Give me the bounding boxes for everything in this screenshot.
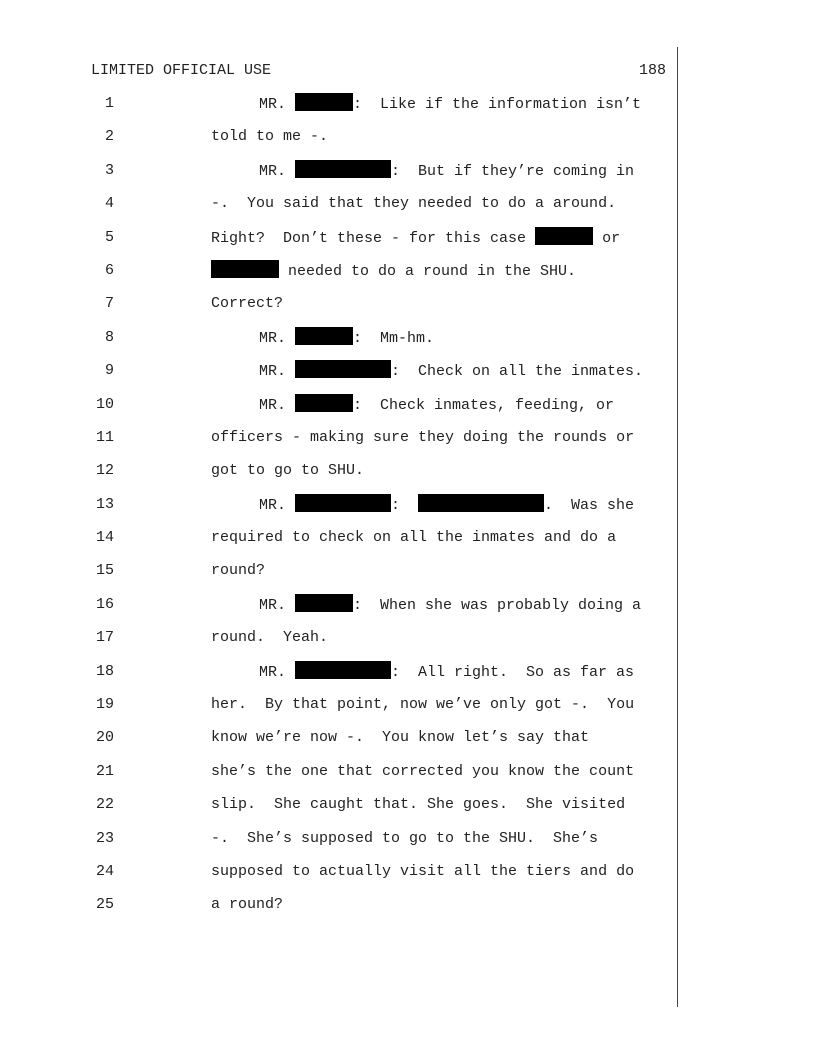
redaction-box [295,93,353,111]
line-text: MR. : Check inmates, feeding, or [259,394,614,417]
line-text: MR. : Mm-hm. [259,327,434,350]
transcript-line [0,260,816,293]
line-number: 11 [95,428,114,446]
line-number: 3 [104,161,114,179]
line-text: MR. : When she was probably doing a [259,594,641,617]
line-text: Right? Don’t these - for this case or [211,227,620,250]
line-text: -. She’s supposed to go to the SHU. She’s [211,829,599,847]
line-text: supposed to actually visit all the tiers and do [211,862,635,880]
line-text: slip. She caught that. She goes. She visited [211,796,626,814]
line-text: -. You said that they needed to do a around. [211,195,617,213]
line-text: MR. : Like if the information isn’t [259,93,641,116]
page-number: 188 [638,62,666,79]
redaction-box [295,160,391,178]
classification-header: LIMITED OFFICIAL USE [91,62,272,79]
transcript-line [0,360,816,393]
line-text: MR. : But if they’re coming in [259,160,634,183]
transcript-line [0,627,816,660]
transcript-line [0,460,816,493]
transcript-line [0,394,816,427]
line-number: 15 [95,562,114,580]
transcript-line [0,861,816,894]
line-number: 12 [95,462,114,480]
transcript-line [0,227,816,260]
line-text: she’s the one that corrected you know the count [211,762,635,780]
redaction-box [295,594,353,612]
redaction-box [295,494,391,512]
redaction-box [211,260,279,278]
line-number: 5 [104,228,114,246]
line-number: 22 [95,796,114,814]
line-text: MR. : Check on all the inmates. [259,360,643,383]
transcript-line [0,560,816,593]
line-number: 7 [104,295,114,313]
transcript-line [0,126,816,159]
line-number: 6 [104,261,114,279]
line-number: 23 [95,829,114,847]
transcript-line [0,527,816,560]
redaction-box [295,327,353,345]
line-text: required to check on all the inmates and do a [211,529,617,547]
line-text: MR. : All right. So as far as [259,661,634,684]
redaction-box [535,227,593,245]
line-text: round? [211,562,266,580]
transcript-line [0,828,816,861]
transcript-line [0,193,816,226]
redaction-box [295,661,391,679]
transcript-line [0,661,816,694]
line-text: her. By that point, now we’ve only got -. You [211,696,635,714]
line-number: 1 [104,95,114,112]
line-number: 14 [95,529,114,547]
transcript-line [0,794,816,827]
line-number: 21 [95,762,114,780]
line-number: 25 [95,896,114,914]
line-text: told to me -. [211,128,329,146]
transcript-line [0,93,816,126]
transcript-line [0,160,816,193]
line-text: Correct? [211,295,284,313]
line-text: MR. : . Was she [259,494,634,517]
line-text: got to go to SHU. [211,462,365,480]
transcript-line [0,594,816,627]
line-number: 8 [104,328,114,346]
redaction-box [295,394,353,412]
transcript-line [0,694,816,727]
line-number: 4 [104,195,114,213]
transcript-body [0,93,816,928]
line-number: 20 [95,729,114,747]
line-text: know we’re now -. You know let’s say that [211,729,590,747]
line-text: a round? [211,896,284,914]
transcript-line [0,727,816,760]
line-number: 18 [95,662,114,680]
redaction-box [295,360,391,378]
transcript-line [0,761,816,794]
transcript-line [0,427,816,460]
line-text: round. Yeah. [211,629,329,647]
line-number: 17 [95,629,114,647]
transcript-line [0,494,816,527]
line-number: 16 [95,595,114,613]
line-text: needed to do a round in the SHU. [211,260,576,283]
line-number: 19 [95,696,114,714]
transcript-line [0,327,816,360]
redaction-box [418,494,544,512]
line-number: 2 [104,128,114,146]
transcript-line [0,293,816,326]
line-number: 24 [95,862,114,880]
line-number: 13 [95,495,114,513]
transcript-line [0,894,816,927]
line-number: 9 [104,362,114,380]
line-number: 10 [95,395,114,413]
line-text: officers - making sure they doing the rounds or [211,428,635,446]
